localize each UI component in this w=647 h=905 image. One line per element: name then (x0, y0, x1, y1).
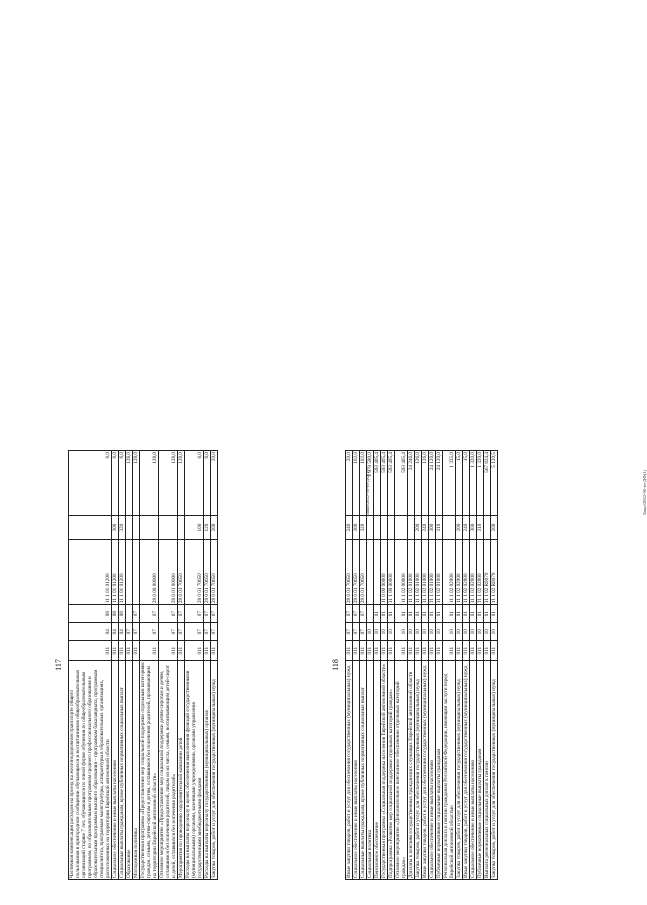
ved-code: 011 (204, 641, 211, 661)
section-code: 07 (185, 623, 204, 641)
target-article-code: 11 1 02 02000 (463, 540, 470, 605)
subsection-code: 07 (133, 605, 140, 623)
target-article-code: 11 1 02 01000 (408, 540, 415, 605)
row-name: Частичная компенсация расходов на проезд на железнодорожном транспорте общего пользования в пригородном сообщении обучающихся и воспитанников общеобразовательных организаций старше 7 лет, обучающихся по очной форме обучения по общеобразовательным программам, по образовательным программам среднего профессионального образования и образовательным программам высшего образования – программам бакалавриата, программам специалитета, программам магистратуры, аспирантуры в образовательных организациях, расположенных на территории Еврейской автономной области (69, 660, 112, 879)
subsection-code: 01 (477, 605, 484, 623)
row-name: Социальное обеспечение и иные выплаты населению (112, 660, 119, 879)
target-article-code: 11 1 02 00000 (395, 540, 408, 605)
target-article-code: 11 1 02 02000 (456, 540, 463, 605)
row-name: Региональная доплата к пенсии гражданам Российской Федерации, имеющим заслуги перед Еврейской автономной областью (443, 660, 456, 879)
page-number: 118 (331, 659, 340, 671)
expense-type-code (395, 515, 408, 539)
subsection-code: 07 (140, 605, 159, 623)
amount: 128,0 (133, 451, 140, 516)
amount: 593 405,4 (388, 451, 395, 516)
expense-type-code (126, 515, 133, 539)
table-row (395, 451, 408, 880)
target-article-code: 28 0 01 00000 (159, 540, 178, 605)
table-row (346, 451, 353, 880)
table-row (422, 451, 429, 880)
amount: 24 246,0 (408, 451, 415, 516)
amount: 6,0 (185, 451, 204, 516)
table-row (463, 451, 470, 880)
table-row (484, 451, 491, 880)
row-name: Молодежная политика (133, 660, 140, 879)
expense-type-code: 120 (204, 515, 211, 539)
expense-type-code: 100 (185, 515, 204, 539)
ved-code: 011 (463, 641, 470, 661)
subsection-code: 07 (159, 605, 178, 623)
row-name: Государственная программа «Социальная поддержка населения Еврейской автономной области» (381, 660, 388, 879)
row-name: Социальное обеспечение и иные выплаты населению (429, 660, 436, 879)
ved-code: 011 (408, 641, 415, 661)
row-name: Расходы на выплаты персоналу государственных (муниципальных) органов (204, 660, 211, 879)
table-row (374, 451, 381, 880)
ved-code: 011 (346, 641, 353, 661)
amount: 24 120,0 (436, 451, 443, 516)
section-code: 07 (159, 623, 178, 641)
expense-type-code (484, 515, 491, 539)
expense-type-code: 200 (491, 515, 498, 539)
amount: 1 320,0 (470, 451, 477, 516)
target-article-code: 28 0 01 70650 (360, 540, 367, 605)
ved-code: 011 (159, 641, 178, 661)
table-row (381, 451, 388, 880)
row-name: Социальные выплаты гражданам, кроме публичных нормативных социальных выплат (360, 660, 367, 879)
section-code: 10 (415, 623, 422, 641)
target-article-code: 11 1 02 01000 (415, 540, 422, 605)
row-name: Публичные нормативные социальные выплаты гражданам (436, 660, 443, 879)
table-row (367, 451, 374, 880)
table-row (388, 451, 395, 880)
row-name: Мероприятия по проведению оздоровительной кампании детей (178, 660, 185, 879)
budget-table (345, 450, 498, 880)
subsection-code: 01 (381, 605, 388, 623)
amount: 20,0 (346, 451, 353, 516)
table-row (204, 451, 211, 880)
subsection-code: 01 (443, 605, 456, 623)
expense-type-code (381, 515, 388, 539)
subsection-code: 01 (484, 605, 491, 623)
row-name: Государственная программа «Предоставление мер социальной поддержки отдельным категориям граждан, семьям, детям-сиротам и детям, оставшимся без попечения родителей, проживающим на территории Еврейской автономной области» (140, 662, 158, 878)
amount: 593 405,4 (381, 451, 388, 516)
ved-code: 011 (388, 641, 395, 661)
section-code: 07 (353, 623, 360, 641)
target-article-code: 11 1 02 R0070 (484, 540, 491, 605)
subsection-code: 07 (360, 605, 367, 623)
ved-code: 011 (133, 641, 140, 661)
table-row (178, 451, 185, 880)
ved-code: 011 (484, 641, 491, 661)
section-code: 07 (133, 623, 140, 641)
target-article-code: 11 1 02 R0070 (491, 540, 498, 605)
subsection-code: 08 (69, 605, 112, 623)
ved-code: 011 (477, 641, 484, 661)
document-page-118 (331, 450, 647, 880)
section-code: 07 (360, 623, 367, 641)
expense-type-code: 200 (211, 515, 218, 539)
table-row (159, 451, 178, 880)
target-article-code: 28 0 01 70650 (211, 540, 218, 605)
subsection-code: 01 (456, 605, 463, 623)
subsection-code: 07 (353, 605, 360, 623)
row-name: Основное мероприятие «Дополнительное пенсионное обеспечение отдельных категорий граждан» (395, 660, 408, 879)
amount: 15,0 (456, 451, 463, 516)
subsection-code: 07 (204, 605, 211, 623)
section-code: 07 (126, 623, 133, 641)
table-row (491, 451, 498, 880)
amount: 6,0 (119, 451, 126, 516)
section-code: 10 (374, 623, 381, 641)
row-name: Иные закупки товаров, работ и услуг для обеспечения государственных (муниципальных) нужд (463, 660, 470, 879)
expense-type-code: 320 (360, 515, 367, 539)
target-article-code: 11 1 00 00000 (388, 540, 395, 605)
subsection-code: 08 (112, 605, 119, 623)
table-row (353, 451, 360, 880)
table-row (140, 451, 159, 880)
section-code: 07 (140, 623, 159, 641)
expense-type-code (388, 515, 395, 539)
ved-code: 011 (140, 641, 159, 661)
target-article-code (367, 540, 374, 605)
page-number: 117 (54, 659, 63, 671)
section-code: 10 (456, 623, 463, 641)
expense-type-code: 320 (119, 515, 126, 539)
amount: 128,0 (126, 451, 133, 516)
section-code: 10 (463, 623, 470, 641)
section-code: 10 (408, 623, 415, 641)
ved-code: 011 (436, 641, 443, 661)
section-code: 10 (484, 623, 491, 641)
amount: 1 979 590,0 (367, 451, 374, 516)
section-code: 07 (204, 623, 211, 641)
ved-code: 011 (415, 641, 422, 661)
page-footer: Заказ/2022-96-то-ДФ(1) (365, 470, 370, 516)
table-row (429, 451, 436, 880)
section-code: 07 (178, 623, 185, 641)
subsection-code: 07 (211, 605, 218, 623)
table-row (119, 451, 126, 880)
amount: 6,0 (69, 451, 112, 516)
amount: 24 120,0 (429, 451, 436, 516)
target-article-code (126, 540, 133, 605)
row-name: Иные закупки товаров, работ и услуг для обеспечения государственных (муниципальных) нужд (422, 660, 429, 879)
amount: 6,0 (204, 451, 211, 516)
row-name: Публичные нормативные социальные выплаты гражданам (477, 660, 484, 879)
amount: 128,0 (159, 451, 178, 516)
row-name: Пенсионное обеспечение (374, 660, 381, 879)
section-code: 10 (367, 623, 374, 641)
amount: 102,0 (360, 451, 367, 516)
expense-type-code: 240 (463, 515, 470, 539)
subsection-code (367, 605, 374, 623)
table-row (112, 451, 119, 880)
section-code: 07 (211, 623, 218, 641)
subsection-code: 01 (470, 605, 477, 623)
expense-type-code: 300 (470, 515, 477, 539)
row-name: Социальное обеспечение и иные выплаты населению (353, 660, 360, 879)
amount: 593 405,4 (395, 451, 408, 516)
table-row (185, 451, 204, 880)
section-code: 04 (69, 623, 112, 641)
amount: 1 320,0 (477, 451, 484, 516)
amount: 128,0 (178, 451, 185, 516)
row-name: Закупка товаров, работ и услуг для обеспечения государственных (муниципальных) нужд (456, 660, 463, 879)
amount: 128,0 (140, 451, 159, 516)
target-article-code: 28 0 01 70650 (204, 540, 211, 605)
ved-code: 011 (395, 641, 408, 661)
table-row (211, 451, 218, 880)
table-row (408, 451, 415, 880)
target-article-code: 28 0 01 70650 (346, 540, 353, 605)
subsection-code: 01 (422, 605, 429, 623)
target-article-code: 11 1 01 01200 (119, 540, 126, 605)
expense-type-code (159, 515, 178, 539)
row-name: Социальное обеспечение и иные выплаты населению (470, 660, 477, 879)
target-article-code: 28 0 01 70650 (178, 540, 185, 605)
expense-type-code (367, 515, 374, 539)
expense-type-code: 310 (436, 515, 443, 539)
row-name: Подпрограмма «Развитие мер социальной поддержки отдельных категорий граждан» (388, 660, 395, 879)
ved-code: 011 (456, 641, 463, 661)
row-name: Закупка товаров, работ и услуг для обеспечения государственных (муниципальных) нужд (415, 660, 422, 879)
subsection-code: 07 (346, 605, 353, 623)
section-code: 04 (112, 623, 119, 641)
table-row (477, 451, 484, 880)
target-article-code: 11 1 02 01000 (429, 540, 436, 605)
expense-type-code (133, 515, 140, 539)
amount: 5 120,5 (491, 451, 498, 516)
section-code: 10 (436, 623, 443, 641)
expense-type-code (408, 515, 415, 539)
ved-code: 011 (185, 641, 204, 661)
ved-code: 011 (443, 641, 456, 661)
subsection-code: 08 (119, 605, 126, 623)
target-article-code: 11 1 02 01000 (422, 540, 429, 605)
row-name: Социальные выплаты гражданам, кроме публичных нормативных социальных выплат (119, 660, 126, 879)
subsection-code: 01 (395, 605, 408, 623)
table-row (126, 451, 133, 880)
table-row (133, 451, 140, 880)
row-name: Основное мероприятие «Предоставление мер социальной поддержки детям-сиротам и детям, оставшимся без попечения родителей, лицам из их числа, семьям, воспитывающим детей-сирот и детей, оставшихся без попечения родителей» (159, 660, 178, 879)
amount: 102,0 (353, 451, 360, 516)
expense-type-code: 240 (346, 515, 353, 539)
subsection-code: 01 (374, 605, 381, 623)
target-article-code: 11 1 01 01200 (112, 540, 119, 605)
section-code: 10 (477, 623, 484, 641)
row-name: Иные закупки товаров, работ и услуг для обеспечения государственных (муниципальных) нужд (346, 660, 353, 879)
ved-code: 011 (69, 641, 112, 661)
subsection-code: 01 (429, 605, 436, 623)
row-name: Расходы на выплаты персоналу в целях обеспечения выполнения функций государственными (муниципальными) органами, казенными учреждениями, органами управления государственными внебюджетными фондами (185, 660, 204, 879)
section-code: 10 (381, 623, 388, 641)
row-name: Образование (126, 660, 133, 879)
subsection-code: 01 (463, 605, 470, 623)
section-code: 04 (119, 623, 126, 641)
ved-code: 011 (178, 641, 185, 661)
target-article-code: 28 0 01 70650 (185, 540, 204, 605)
row-name: Социальная политика (367, 660, 374, 879)
table-row (69, 451, 112, 880)
target-article-code: 11 1 02 01000 (436, 540, 443, 605)
amount: 1 335,0 (443, 451, 456, 516)
expense-type-code (178, 515, 185, 539)
table-row (456, 451, 463, 880)
target-article-code: 11 0 00 00000 (381, 540, 388, 605)
ved-code: 011 (353, 641, 360, 661)
ved-code: 011 (422, 641, 429, 661)
target-article-code: 11 1 02 02000 (443, 540, 456, 605)
section-code: 10 (422, 623, 429, 641)
subsection-code: 01 (415, 605, 422, 623)
amount: 15,0 (463, 451, 470, 516)
row-name: Выплата региональных социальных доплат к пенсии (484, 660, 491, 879)
expense-type-code: 300 (429, 515, 436, 539)
row-name: Закупка товаров, работ и услуг для обеспечения государственных (муниципальных) нужд (491, 660, 498, 879)
amount: 6,0 (112, 451, 119, 516)
expense-type-code (69, 515, 112, 539)
section-code: 10 (491, 623, 498, 641)
ved-code: 011 (126, 641, 133, 661)
expense-type-code: 200 (456, 515, 463, 539)
section-code: 10 (388, 623, 395, 641)
expense-type-code (374, 515, 381, 539)
expense-type-code: 240 (422, 515, 429, 539)
target-article-code: 28 0 00 00000 (140, 540, 159, 605)
table-row (360, 451, 367, 880)
subsection-code: 01 (436, 605, 443, 623)
amount: 126,0 (415, 451, 422, 516)
ved-code: 011 (119, 641, 126, 661)
ved-code: 011 (381, 641, 388, 661)
expense-type-code: 310 (477, 515, 484, 539)
expense-type-code (140, 515, 159, 539)
table-row (443, 451, 456, 880)
budget-table (68, 450, 218, 880)
amount: 20,0 (211, 451, 218, 516)
section-code: 10 (470, 623, 477, 641)
amount: 567 824,4 (484, 451, 491, 516)
ved-code: 011 (112, 641, 119, 661)
table-row (415, 451, 422, 880)
table-row (436, 451, 443, 880)
target-article-code: 28 0 01 70650 (353, 540, 360, 605)
expense-type-code: 200 (415, 515, 422, 539)
section-code: 10 (429, 623, 436, 641)
amount: 593 405,4 (374, 451, 381, 516)
target-article-code (374, 540, 381, 605)
target-article-code: 11 1 02 02000 (470, 540, 477, 605)
target-article-code (133, 540, 140, 605)
ved-code: 011 (374, 641, 381, 661)
ved-code: 011 (211, 641, 218, 661)
section-code: 10 (443, 623, 456, 641)
expense-type-code: 300 (353, 515, 360, 539)
ved-code: 011 (360, 641, 367, 661)
ved-code: 011 (491, 641, 498, 661)
row-name: Закупка товаров, работ и услуг для обеспечения государственных (муниципальных) нужд (211, 660, 218, 879)
subsection-code: 07 (185, 605, 204, 623)
subsection-code: 01 (408, 605, 415, 623)
subsection-code: 07 (178, 605, 185, 623)
amount: 126,0 (422, 451, 429, 516)
expense-type-code (443, 515, 456, 539)
row-name: Доплаты к пенсиям государственных гражданских служащих Еврейской автономной области (408, 660, 415, 879)
subsection-code (126, 605, 133, 623)
table-row (470, 451, 477, 880)
subsection-code: 01 (388, 605, 395, 623)
subsection-code: 01 (491, 605, 498, 623)
section-code: 07 (346, 623, 353, 641)
target-article-code: 11 1 01 01200 (69, 540, 112, 605)
target-article-code: 11 1 02 02000 (477, 540, 484, 605)
page-footer: Заказ/2022-96-то-ДФ(1) (642, 470, 647, 516)
expense-type-code: 300 (112, 515, 119, 539)
section-code: 10 (395, 623, 408, 641)
ved-code: 011 (429, 641, 436, 661)
ved-code: 011 (367, 641, 374, 661)
ved-code: 011 (470, 641, 477, 661)
